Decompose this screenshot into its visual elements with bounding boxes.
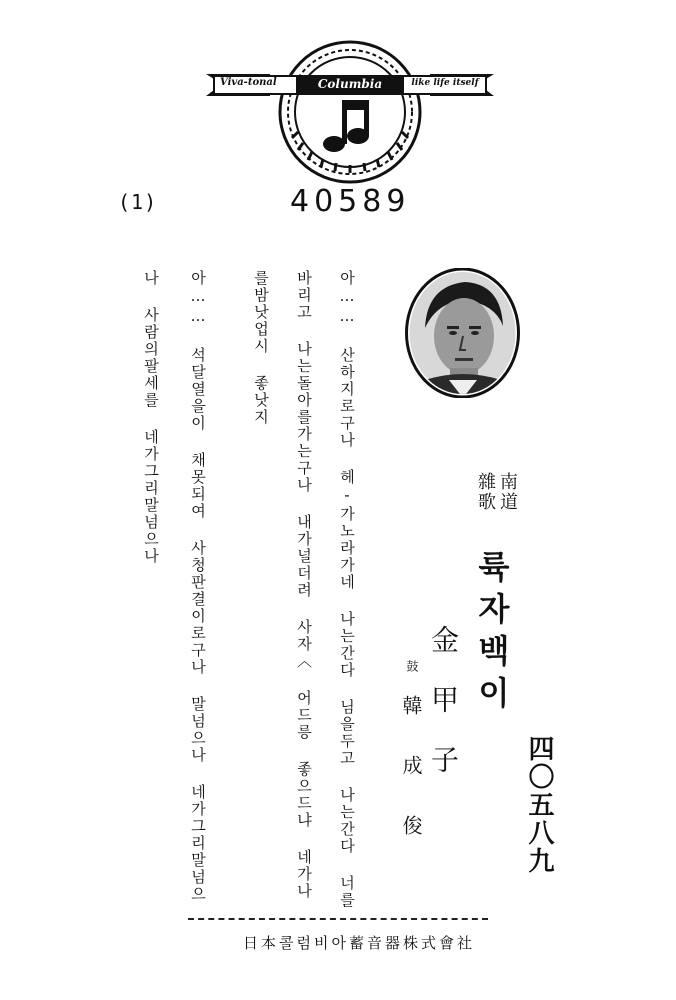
- lyric-line-4: 아…… 석달열을이 채못되여 사청판결이로구나 말넘으나 네가그리말넘으: [189, 270, 207, 903]
- singer-name: 金甲子: [427, 625, 460, 805]
- company-name: 社會式株器音蓄아비럼콜本日: [243, 934, 475, 952]
- banner-text-right: like life itself: [411, 78, 479, 88]
- genre-line-2: 雜歌: [475, 472, 496, 512]
- banner-text-left: Viva-tonal: [220, 77, 277, 88]
- song-title: 륙자백이: [473, 550, 511, 718]
- banner-text-center: Columbia: [317, 77, 383, 91]
- lyric-line-3: 를밤낫업시 좋낫지: [252, 270, 270, 426]
- lyric-line-5: 나 사람의팔세를 네가그리말넘으나: [142, 270, 160, 565]
- drummer-name: 韓成俊: [399, 695, 423, 875]
- music-note-icon: [323, 100, 369, 152]
- singer-portrait-icon: [405, 268, 520, 398]
- catalog-number: 四〇五八九: [524, 735, 554, 875]
- columbia-logo: [200, 40, 500, 190]
- genre-line-1: 南道: [497, 472, 518, 512]
- footer-divider: [188, 918, 488, 920]
- columbia-logo-graphic: [200, 40, 500, 190]
- drum-label: 鼓: [405, 660, 419, 672]
- lyric-line-1: 아…… 산하지로구나 헤-가노라가네 나는간다 님을두고 나는간다 너를: [338, 270, 356, 909]
- record-number: 40589: [290, 184, 411, 219]
- side-number: (1): [118, 190, 158, 214]
- lyric-line-2: 바리고 나는돌아를가는구나 내가널더려 사자〈 어드릉 좋으드냐 네가나: [295, 270, 313, 900]
